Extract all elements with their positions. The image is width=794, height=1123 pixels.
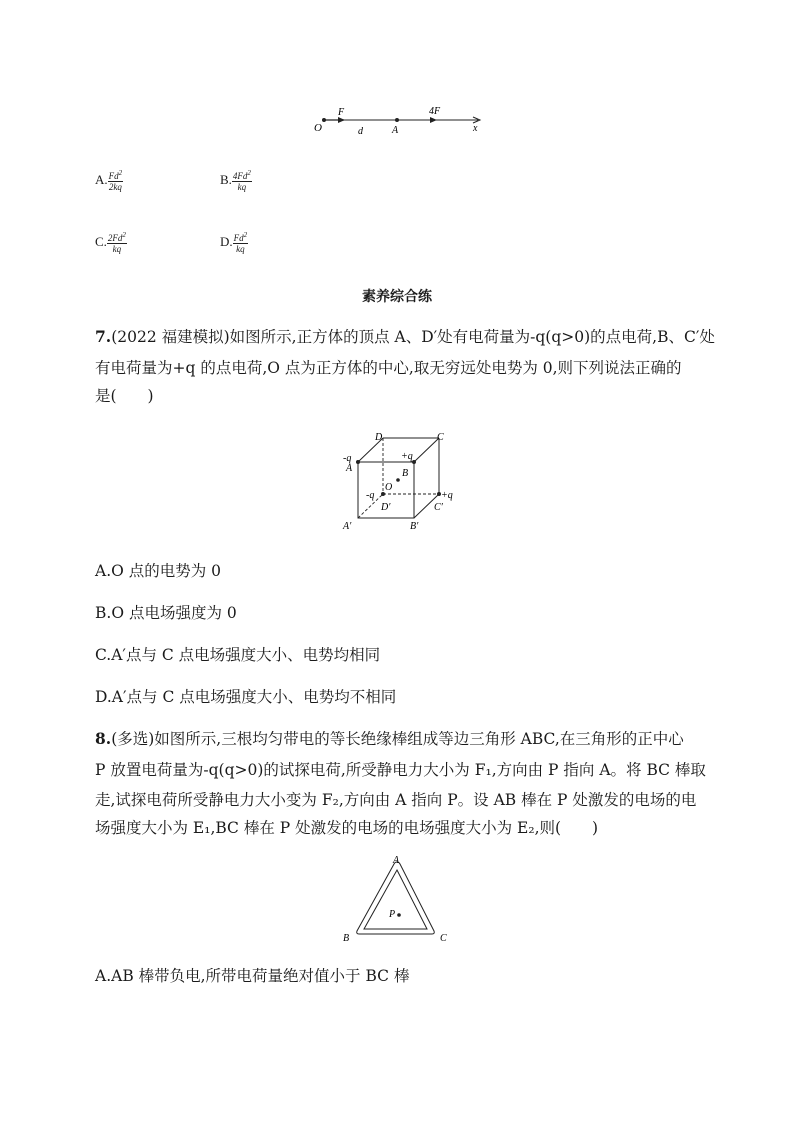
q7-line-1: 7.(2022 福建模拟)如图所示,正方体的顶点 A、D′处有电荷量为-q(q>0)的点电荷,B、C′处	[95, 327, 715, 346]
cube-charge-dp: -q	[366, 490, 375, 501]
q7-option-b[interactable]: B.O 点电场强度为 0	[95, 604, 237, 622]
q6-option-c[interactable]: C. $\frac{2Fd^2}{kq}$	[95, 231, 126, 254]
distance-label: d	[358, 126, 363, 137]
q7-line-2: 有电荷量为+q 的点电荷,O 点为正方体的中心,取无穷远处电势为 0,则下列说法正确的	[95, 359, 682, 377]
tri-label-c: C	[440, 933, 447, 944]
q7-option-a[interactable]: A.O 点的电势为 0	[95, 562, 222, 580]
cube-label-o: O	[385, 482, 393, 493]
q7-line-3: 是( )	[95, 387, 154, 405]
tri-label-b: B	[343, 933, 350, 944]
section-title: 素养综合练	[362, 289, 432, 305]
cube-figure	[338, 428, 468, 538]
cube-label-bp: B′	[410, 521, 419, 532]
tri-label-p: P	[389, 909, 396, 920]
triangle-figure	[340, 853, 455, 948]
cube-charge-b: +q	[401, 451, 413, 462]
cube-label-b: B	[402, 468, 409, 479]
q6-option-a[interactable]: A. $\frac{Fd^2}{2kq}$	[95, 169, 123, 192]
q8-line-4: 场强度大小为 E₁,BC 棒在 P 处激发的电场的电场强度大小为 E₂,则( )	[95, 819, 599, 837]
q8-line-2: P 放置电荷量为-q(q>0)的试探电荷,所受静电力大小为 F₁,方向由 P 指向 A。将 BC 棒取	[95, 761, 706, 779]
axis-x-label: x	[473, 123, 478, 134]
cube-label-cp: C′	[434, 502, 443, 513]
tri-label-a: A	[393, 855, 400, 866]
q8-option-a[interactable]: A.AB 棒带负电,所带电荷量绝对值小于 BC 棒	[95, 967, 410, 985]
q6-option-b[interactable]: B. $\frac{4Fd^2}{kq}$	[220, 169, 251, 192]
force1-label: F	[338, 107, 345, 118]
cube-label-dp: D′	[381, 502, 391, 513]
cube-charge-a: -q	[343, 453, 352, 464]
force2-label: 4F	[429, 106, 441, 117]
q8-line-3: 走,试探电荷所受静电力大小变为 F₂,方向由 A 指向 P。设 AB 棒在 P 处激发的电场的电	[95, 791, 697, 809]
cube-label-ap: A′	[343, 521, 352, 532]
cube-label-d: D	[375, 432, 383, 443]
point-a-label: A	[392, 125, 399, 136]
force-axis-figure	[300, 100, 500, 140]
origin-label: O	[314, 122, 322, 134]
q6-option-d[interactable]: D. $\frac{Fd^2}{kq}$	[220, 231, 248, 254]
q7-option-d[interactable]: D.A′点与 C 点电场强度大小、电势均不相同	[95, 688, 397, 706]
cube-charge-cp: +q	[441, 490, 453, 501]
q8-line-1: 8.(多选)如图所示,三根均匀带电的等长绝缘棒组成等边三角形 ABC,在三角形的正中心	[95, 729, 684, 748]
cube-label-c: C	[437, 432, 444, 443]
q7-option-c[interactable]: C.A′点与 C 点电场强度大小、电势均相同	[95, 646, 381, 664]
cube-label-a: A	[346, 463, 353, 474]
